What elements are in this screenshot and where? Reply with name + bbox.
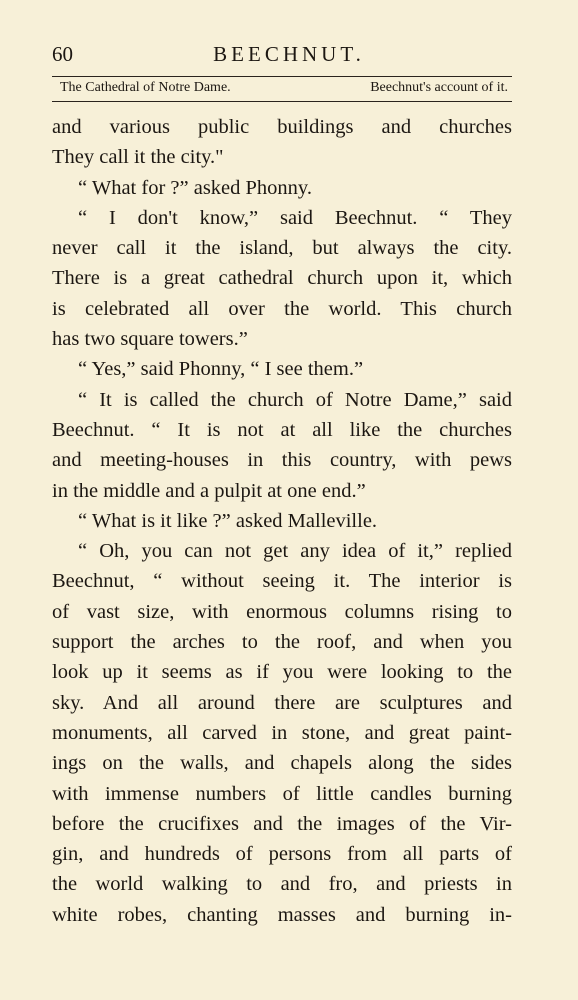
text-line: Beechnut. “ It is not at all like the churches [52,418,512,441]
text-line: of vast size, with enormous columns rising to [52,600,512,623]
text-line: look up it seems as if you were looking to the [52,661,512,684]
text-line: “ It is called the church of Notre Dame,” said [78,388,512,411]
text-line: the world walking to and fro, and priests in [52,873,512,896]
text-line: Beechnut, “ without seeing it. The interior is [52,570,512,593]
text-line: before the crucifixes and the images of the Vir- [52,812,512,835]
text-line: with immense numbers of little candles burning [52,782,512,805]
text-line: in the middle and a pulpit at one end.” [52,479,366,502]
text-line: “ What for ?” asked Phonny. [78,176,312,199]
text-line: is celebrated all over the world. This church [52,297,512,320]
text-line: never call it the island, but always the city. [52,237,512,260]
text-line: They call it the city." [52,146,224,169]
text-line: “ Yes,” said Phonny, “ I see them.” [78,358,364,381]
text-line: “ Oh, you can not get any idea of it,” replied [78,540,512,563]
text-line: has two square towers.” [52,328,248,351]
subhead-left: The Cathedral of Notre Dame. [60,80,231,95]
subhead-right: Beechnut's account of it. [370,80,508,95]
text-line: and meeting-houses in this country, with pews [52,449,512,472]
text-line: white robes, chanting masses and burning in- [52,903,512,926]
text-line: There is a great cathedral church upon it, which [52,267,512,290]
text-line: gin, and hundreds of persons from all parts of [52,843,512,866]
header-rule-bottom [52,101,512,102]
body-text [52,112,512,930]
text-line: monuments, all carved in stone, and great paint- [52,721,512,744]
text-line: “ What is it like ?” asked Malleville. [78,509,378,532]
text-line: ings on the walls, and chapels along the sides [52,752,512,775]
page-number: 60 [52,42,73,66]
text-line: and various public buildings and churches [52,116,512,138]
running-title: BEECHNUT. [213,42,365,66]
header-rule-top [52,76,512,77]
text-line: sky. And all around there are sculptures and [52,691,512,714]
text-line: “ I don't know,” said Beechnut. “ They [78,206,512,229]
text-line: support the arches to the roof, and when you [52,631,512,654]
